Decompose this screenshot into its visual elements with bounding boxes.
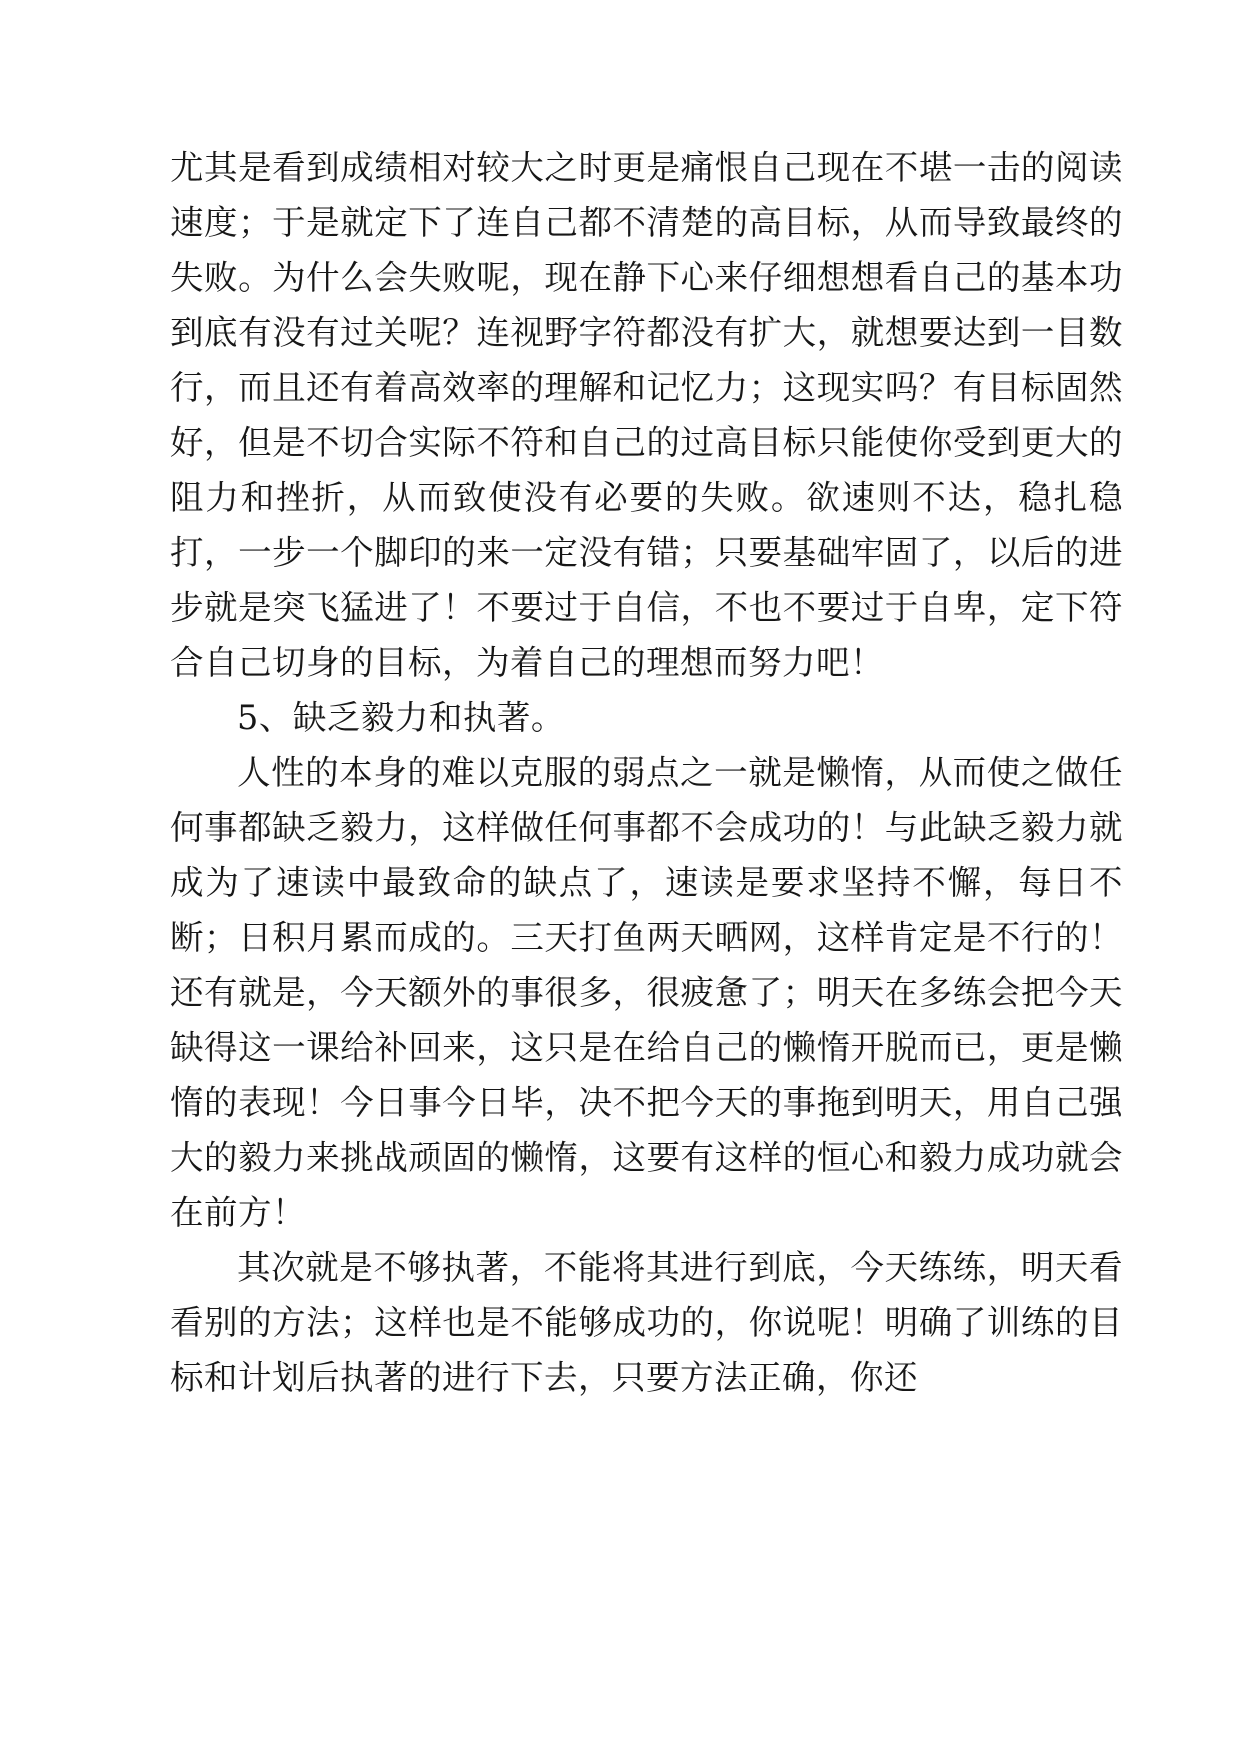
paragraph-3: 人性的本身的难以克服的弱点之一就是懒惰，从而使之做任何事都缺乏毅力，这样做任何事都不会成功的！与此缺乏毅力就成为了速读中最致命的缺点了，速读是要求坚持不懈，每日不断；日积月累而成的。三天打鱼两天晒网，这样肯定是不行的！还有就是，今天额外的事很多，很疲惫了；明天在多练会把今天缺得这一课给补回来，这只是在给自己的懒惰开脱而已，更是懒惰的表现！今日事今日毕，决不把今天的事拖到明天，用自己强大的毅力来挑战顽固的懒惰，这要有这样的恒心和毅力成功就会在前方！ — [170, 753, 1123, 1232]
paragraph-1: 尤其是看到成绩相对较大之时更是痛恨自己现在不堪一击的阅读速度；于是就定下了连自己都不清楚的高目标，从而导致最终的失败。为什么会失败呢，现在静下心来仔细想想看自己的基本功到底有没有过关呢？连视野字符都没有扩大，就想要达到一目数行，而且还有着高效率的理解和记忆力；这现实吗？有目标固然好，但是不切合实际不符和自己的过高目标只能使你受到更大的阻力和挫折，从而致使没有必要的失败。欲速则不达，稳扎稳打，一步一个脚印的来一定没有错；只要基础牢固了，以后的进步就是突飞猛进了！不要过于自信，不也不要过于自卑，定下符合自己切身的目标，为着自己的理想而努力吧！ — [170, 148, 1123, 682]
paragraph-4: 其次就是不够执著，不能将其进行到底，今天练练，明天看看别的方法；这样也是不能够成功的，你说呢！明确了训练的目标和计划后执著的进行下去，只要方法正确，你还 — [170, 1248, 1123, 1397]
document-body — [170, 140, 1123, 1405]
paragraph-2-heading: 5、缺乏毅力和执著。 — [237, 698, 565, 737]
